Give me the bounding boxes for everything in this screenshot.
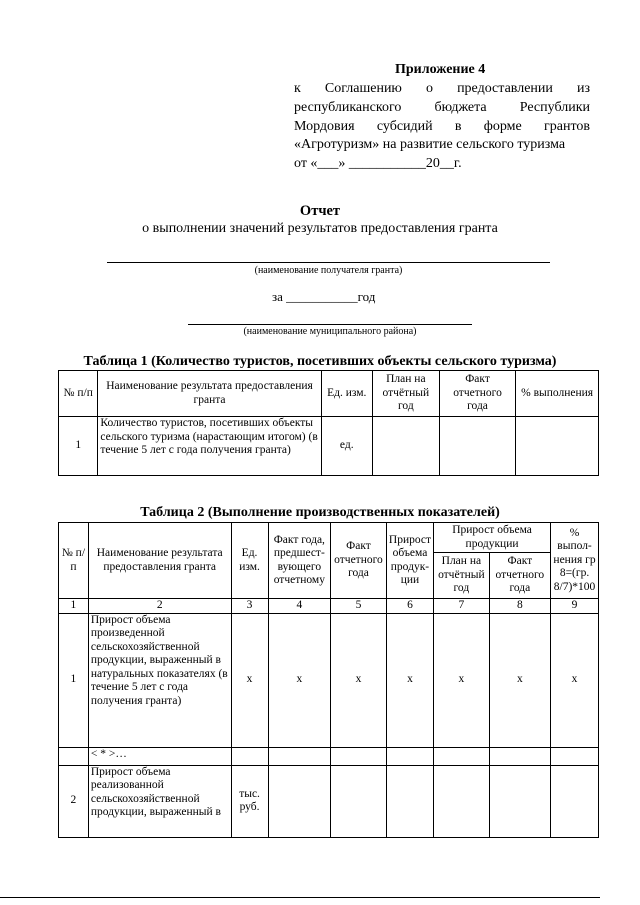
table2-header-growth-group: Прирост объема продукции: [434, 523, 551, 553]
table2-cell-unit: тыс. руб.: [231, 765, 268, 837]
table2-col-number: 8: [489, 599, 550, 614]
table2-placeholder-cell: [551, 747, 599, 765]
table2-cell-c7: [434, 765, 490, 837]
annex-line-1: к Соглашению о предоставлении из: [294, 81, 590, 96]
table2-cell-c4: х: [268, 613, 330, 747]
table2-col-number: 5: [331, 599, 387, 614]
table2-cell-name: Прирост объема реализованной сельскохозяйственной продукции, выраженный в: [88, 765, 231, 837]
table1-title: Таблица 1 (Количество туристов, посетивших объекты сельского туризма): [83, 354, 557, 369]
table1: [58, 370, 599, 476]
table1-header-fact: Факт отчетного года: [439, 371, 515, 417]
table2-cell-num: 1: [59, 613, 89, 747]
table2-placeholder-cell: [231, 747, 268, 765]
table2-col-number: 9: [551, 599, 599, 614]
table2-header-name: Наименование результата предоставления гранта: [88, 523, 231, 599]
district-name-line: [188, 324, 472, 325]
table2-cell-c8: х: [489, 613, 550, 747]
table1-header-num: № п/п: [59, 371, 98, 417]
table-row: [59, 417, 599, 476]
table1-header-percent: % выполнения: [516, 371, 599, 417]
table2-header-unit: Ед. изм.: [231, 523, 268, 599]
period-line: за ___________год: [272, 289, 376, 304]
table2-cell-c8: [489, 765, 550, 837]
table2-placeholder-cell: [386, 747, 433, 765]
table1-header-row: [59, 371, 599, 417]
table1-cell-name: Количество туристов, посетивших объекты сельского туризма (нарастающим итогом) (в течение 5 лет с года получения гранта): [98, 417, 321, 476]
table-row: [59, 747, 599, 765]
table2-placeholder-cell: [434, 747, 490, 765]
table2-header-percent: % выпол-нения гр 8=(гр. 8/7)*100: [551, 523, 599, 599]
table2-col-number: 6: [386, 599, 433, 614]
table2-placeholder: < * >…: [88, 747, 231, 765]
annex-title: Приложение 4: [395, 62, 486, 77]
recipient-caption: (наименование получателя гранта): [254, 265, 403, 276]
footer-rule: [0, 897, 600, 898]
table2-cell-c6: [386, 765, 433, 837]
table2-col-number: 1: [59, 599, 89, 614]
table2-cell-c6: х: [386, 613, 433, 747]
table1-cell-unit: ед.: [321, 417, 372, 476]
table2-placeholder-cell: [331, 747, 387, 765]
table2-header-num: № п/ п: [59, 523, 89, 599]
table2-cell-c7: х: [434, 613, 490, 747]
annex-reference: [294, 80, 590, 174]
table2-header-fact-prev: Факт года, предшест-вующего отчетному: [268, 523, 330, 599]
annex-line-4: «Агротуризм» на развитие сельского туризма: [294, 137, 566, 153]
table-row: [59, 613, 599, 747]
table2-cell-unit: х: [231, 613, 268, 747]
table2-header-growth-fact: Факт отчетного года: [489, 553, 550, 599]
table2-cell-c9: [551, 765, 599, 837]
table1-cell-fact: [439, 417, 515, 476]
table2-header-growth: Прирост объема продук-ции: [386, 523, 433, 599]
report-subtitle: о выполнении значений результатов предоставления гранта: [142, 221, 498, 236]
report-title: Отчет: [299, 203, 341, 219]
table2-cell-c4: [268, 765, 330, 837]
table2-header-growth-plan: План на отчётный год: [434, 553, 490, 599]
table2-cell-name: Прирост объема произведенной сельскохозяйственной продукции, выраженный в натуральных показателях (в течение 5 лет с года получения гранта): [88, 613, 231, 747]
table1-cell-plan: [372, 417, 439, 476]
table2-header-fact-curr: Факт отчетного года: [331, 523, 387, 599]
table1-header-unit: Ед. изм.: [321, 371, 372, 417]
table2-placeholder-cell: [489, 747, 550, 765]
annex-line-2: республиканского бюджета Республики: [294, 99, 590, 115]
table2-cell-c5: [331, 765, 387, 837]
table2-cell-num: 2: [59, 765, 89, 837]
table2-col-number: 3: [231, 599, 268, 614]
table2-col-number: 4: [268, 599, 330, 614]
table-row: [59, 765, 599, 837]
table2-cell-c5: х: [331, 613, 387, 747]
table2-title: Таблица 2 (Выполнение производственных показателей): [140, 505, 500, 520]
district-caption: (наименование муниципального района): [243, 326, 417, 337]
table1-cell-num: 1: [59, 417, 98, 476]
table2-header-row: [59, 523, 599, 553]
annex-line-5: от «___» ___________20__г.: [294, 156, 462, 172]
table1-header-plan: План на отчётный год: [372, 371, 439, 417]
annex-line-3: Мордовия субсидий в форме грантов: [294, 118, 590, 134]
recipient-name-line: [107, 262, 550, 263]
table2-cell-c9: х: [551, 613, 599, 747]
table2-col-number: 2: [88, 599, 231, 614]
table2: [58, 522, 599, 838]
table2-col-number: 7: [434, 599, 490, 614]
table1-cell-percent: [516, 417, 599, 476]
table2-placeholder-cell: [268, 747, 330, 765]
table1-header-name: Наименование результата предоставления гранта: [98, 371, 321, 417]
table2-col-number-row: [59, 599, 599, 614]
table2-placeholder-num: [59, 747, 89, 765]
